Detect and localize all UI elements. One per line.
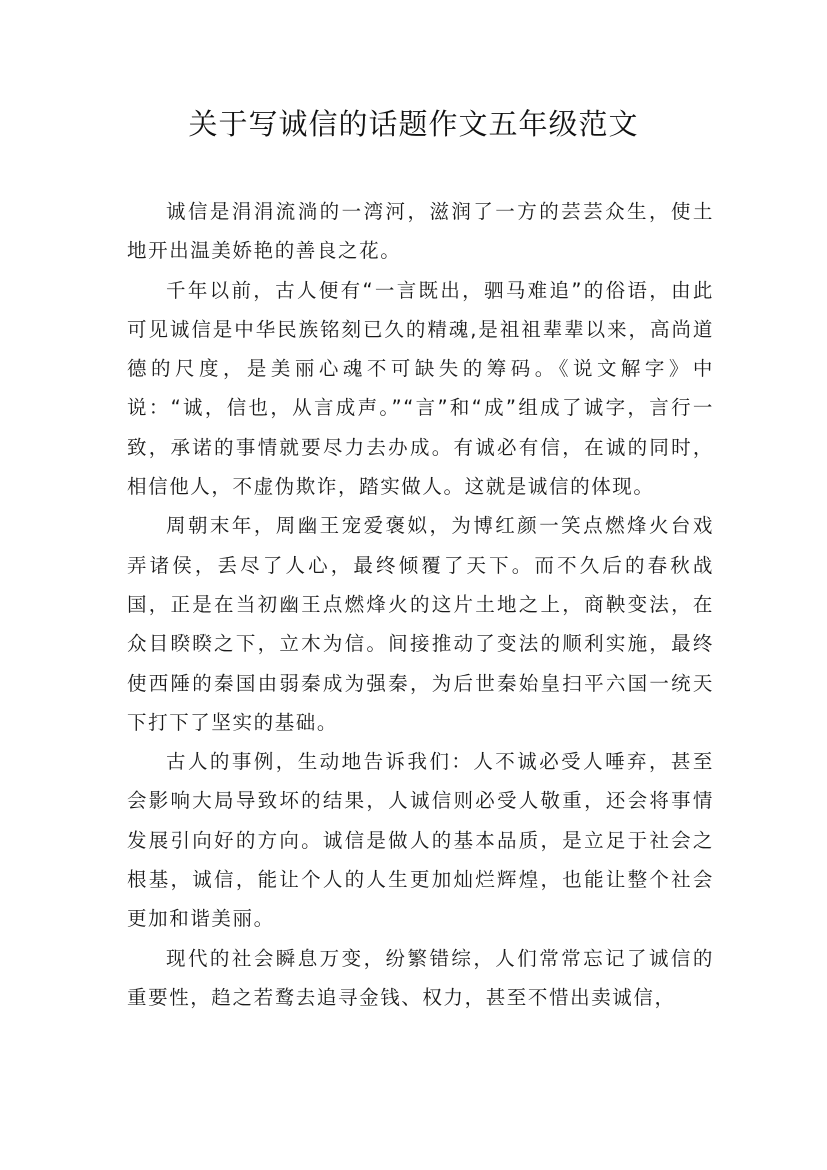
paragraph: 诚信是涓涓流淌的一湾河，滋润了一方的芸芸众生，使土地开出温美娇艳的善良之花。 (127, 200, 714, 263)
document-body (127, 192, 714, 1017)
paragraph: 周朝末年，周幽王宠爱褒姒，为博红颜一笑点燃烽火台戏弄诸侯，丢尽了人心，最终倾覆了天下。而不久后的春秋战国，正是在当初幽王点燃烽火的这片土地之上，商鞅变法，在众目睽睽之下，立木为信。间接推动了变法的顺利实施，最终使西陲的秦国由弱秦成为强秦，为后世秦始皇扫平六国一统天下打下了坚实的基础。 (127, 514, 714, 734)
paragraph: 千年以前，古人便有“一言既出，驷马难追”的俗语，由此可见诚信是中华民族铭刻已久的精魂,是祖祖辈辈以来，高尚道德的尺度，是美丽心魂不可缺失的筹码。《说文解字》中说：“诚，信也，从言成声。”“言”和“成”组成了诚字，言行一致，承诺的事情就要尽力去办成。有诚必有信，在诚的同时，相信他人，不虚伪欺诈，踏实做人。这就是诚信的体现。 (127, 278, 714, 499)
document-title: 关于写诚信的话题作文五年级范文 (188, 107, 639, 141)
paragraph: 现代的社会瞬息万变，纷繁错综，人们常常忘记了诚信的重要性，趋之若鹜去追寻金钱、权力，甚至不惜出卖诚信， (127, 946, 714, 1009)
paragraph: 古人的事例，生动地告诉我们：人不诚必受人唾弃，甚至会影响大局导致坏的结果，人诚信则必受人敬重，还会将事情发展引向好的方向。诚信是做人的基本品质，是立足于社会之根基，诚信，能让个人的人生更加灿烂辉煌，也能让整个社会更加和谐美丽。 (127, 750, 714, 931)
